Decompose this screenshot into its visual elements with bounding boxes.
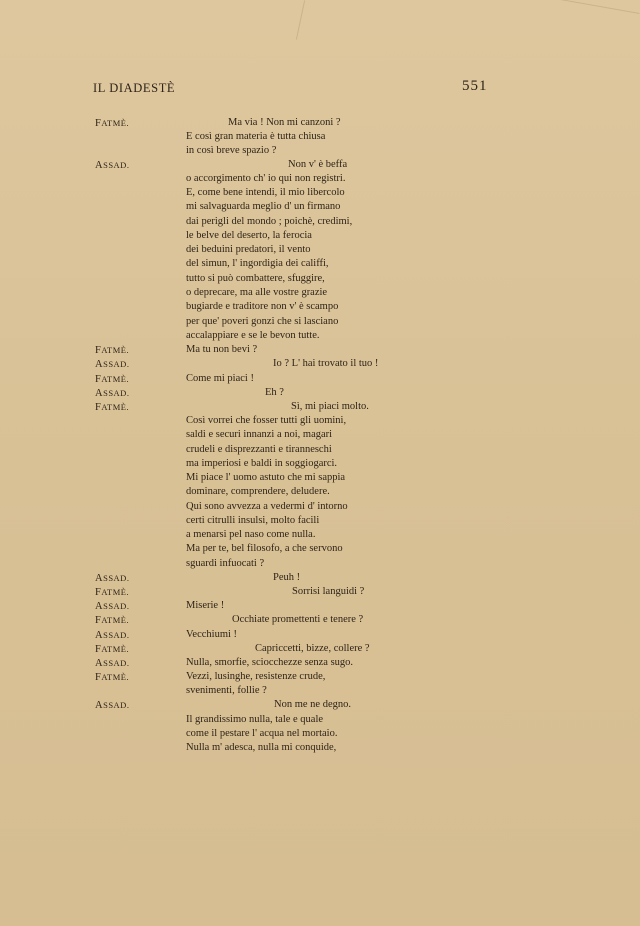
speaker-label: ASSAD. [95,630,130,641]
speaker-label: FATMÈ. [95,615,130,626]
verse-line: Sorrisi languidi ? [292,586,365,597]
verse-line: dai perigli del mondo ; poichè, credimi, [186,216,353,227]
speaker-label: ASSAD. [95,700,130,711]
verse-line: svenimenti, follie ? [186,685,267,696]
speaker-label: FATMÈ. [95,672,130,683]
verse-line: ma imperiosi e baldi in soggiogarci. [186,458,338,469]
verse-line: Ma via ! Non mi canzoni ? [228,117,341,128]
running-header-title: IL DIADESTÈ [93,81,176,95]
verse-line: crudeli e disprezzanti e tiranneschi [186,444,332,455]
verse-line: o accorgimento ch' io qui non registri. [186,173,346,184]
speaker-label: FATMÈ. [95,374,130,385]
speaker-label: ASSAD. [95,160,130,171]
verse-line: Così vorrei che fosser tutti gli uomini, [186,415,347,426]
verse-line: del simun, l' ingordigia dei califfi, [186,258,329,269]
verse-line: Peuh ! [273,572,301,583]
verse-line: dominare, comprendere, deludere. [186,486,330,497]
verse-line: Come mi piaci ! [186,373,254,384]
verse-line: bugiarde e traditore non v' è scampo [186,301,339,312]
paper-crease-mark [296,0,305,39]
speaker-label: FATMÈ. [95,402,130,413]
verse-line: Ma tu non bevi ? [186,344,258,355]
verse-line: Il grandissimo nulla, tale e quale [186,714,324,725]
verse-line: certi citrulli insulsi, molto facili [186,515,320,526]
verse-line: Ma per te, bel filosofo, a che servono [186,543,343,554]
paper-corner-mark [561,0,640,14]
verse-line: Qui sono avvezza a vedermi d' intorno [186,501,348,512]
verse-line: come il pestare l' acqua nel mortaio. [186,728,338,739]
speaker-label: ASSAD. [95,658,130,669]
verse-line: sguardi infuocati ? [186,558,265,569]
verse-line: Non me ne degno. [274,699,351,710]
verse-line: Nulla, smorfie, sciocchezze senza sugo. [186,657,354,668]
verse-line: saldi e securi innanzi a noi, magari [186,429,333,440]
verse-line: o deprecare, ma alle vostre grazie [186,287,328,298]
verse-line: Eh ? [265,387,284,398]
speaker-label: FATMÈ. [95,644,130,655]
verse-line: Capriccetti, bizze, collere ? [255,643,370,654]
verse-line: E così gran materia è tutta chiusa [186,131,326,142]
verse-line: Occhiate promettenti e tenere ? [232,614,364,625]
verse-line: accalappiare e se le bevon tutte. [186,330,320,341]
speaker-label: ASSAD. [95,601,130,612]
verse-line: Non v' è beffa [288,159,348,170]
speaker-label: ASSAD. [95,388,130,399]
verse-line: Mi piace l' uomo astuto che mi sappia [186,472,346,483]
verse-line: in così breve spazio ? [186,145,277,156]
verse-line: Sì, mi piaci molto. [291,401,369,412]
verse-line: mi salvaguarda meglio d' un firmano [186,201,341,212]
speaker-label: FATMÈ. [95,345,130,356]
verse-line: Vezzi, lusinghe, resistenze crude, [186,671,326,682]
speaker-label: FATMÈ. [95,587,130,598]
verse-line: E, come bene intendi, il mio libercolo [186,187,345,198]
verse-line: a menarsi pel naso come nulla. [186,529,316,540]
page-number: 551 [462,78,488,94]
speaker-label: ASSAD. [95,573,130,584]
speaker-label: ASSAD. [95,359,130,370]
verse-line: per que' poveri gonzi che si lasciano [186,316,339,327]
speaker-label: FATMÈ. [95,118,130,129]
verse-line: Miserie ! [186,600,225,611]
verse-line: dei beduini predatori, il vento [186,244,311,255]
verse-line: Vecchiumi ! [186,629,238,640]
verse-line: tutto si può combattere, sfuggire, [186,273,325,284]
verse-line: Io ? L' hai trovato il tuo ! [273,358,379,369]
verse-line: Nulla m' adesca, nulla mi conquide, [186,742,337,753]
verse-line: le belve del deserto, la ferocia [186,230,312,241]
